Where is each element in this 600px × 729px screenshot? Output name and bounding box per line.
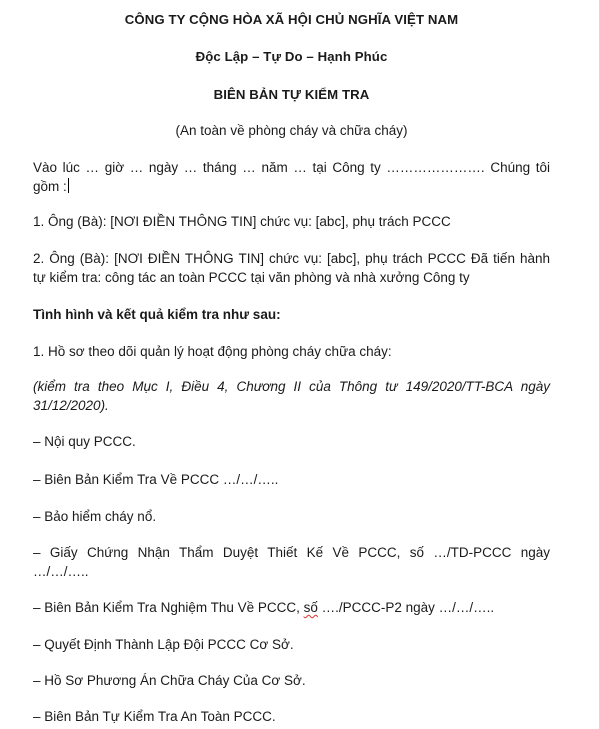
- document-title: BIÊN BẢN TỰ KIỂM TRA: [213, 87, 370, 102]
- intro-line-2-wrap: [33, 177, 550, 196]
- spellcheck-flagged-word[interactable]: số: [303, 600, 318, 615]
- note-paragraph: [33, 377, 550, 415]
- motto-heading: Độc Lập – Tự Do – Hạnh Phúc: [195, 49, 388, 64]
- member-2-line-1: 2. Ông (Bà): [NƠI ĐIỀN THÔNG TIN] chức vụ: [abc], phụ trách PCCC Đã tiến hành: [33, 251, 550, 266]
- country-heading: CÔNG TY CỘNG HÒA XÃ HỘI CHỦ NGHĨA VIỆT NAM: [124, 12, 459, 27]
- bullet-internal-rules: – Nội quy PCCC.: [33, 434, 136, 449]
- section-heading: Tình hình và kết quả kiểm tra như sau:: [33, 307, 281, 322]
- member-2-line-2: tự kiểm tra: công tác an toàn PCCC tại văn phòng và nhà xưởng Công ty: [33, 270, 470, 285]
- intro-line-2: gồm :: [33, 179, 67, 194]
- bullet-fire-insurance: – Bảo hiểm cháy nổ.: [33, 509, 157, 524]
- intro-paragraph[interactable]: [33, 158, 550, 196]
- bullet-acceptance-pre: – Biên Bản Kiểm Tra Nghiệm Thu Về PCCC,: [33, 600, 304, 615]
- text-cursor: [68, 178, 69, 193]
- member-2-paragraph: [33, 249, 550, 287]
- intro-line-1: Vào lúc … giờ … ngày … tháng … năm … tại Công ty …………………. Chúng tôi: [33, 160, 550, 175]
- bullet-acceptance-post: …./PCCC-P2 ngày …/…/…..: [317, 600, 495, 615]
- bullet-team-decision: – Quyết Định Thành Lập Đội PCCC Cơ Sở.: [33, 637, 294, 652]
- bullet-self-inspection: – Biên Bản Tự Kiểm Tra An Toàn PCCC.: [33, 709, 276, 724]
- bullet-firefighting-plan: – Hồ Sơ Phương Án Chữa Cháy Của Cơ Sở.: [33, 673, 306, 688]
- note-line-1: (kiểm tra theo Mục I, Điều 4, Chương II của Thông tư 149/2020/TT-BCA ngày: [33, 379, 550, 394]
- bullet-design-approval: [33, 543, 550, 581]
- bullet-acceptance-record: [33, 598, 550, 617]
- bullet-design-approval-line-1: – Giấy Chứng Nhận Thẩm Duyệt Thiết Kế Về PCCC, số …/TD-PCCC ngày: [33, 545, 550, 560]
- note-line-2: 31/12/2020).: [33, 398, 109, 413]
- bullet-design-approval-line-2: …/…/…..: [33, 564, 89, 579]
- bullet-inspection-record: – Biên Bản Kiểm Tra Về PCCC …/…/…..: [33, 472, 279, 487]
- member-1: 1. Ông (Bà): [NƠI ĐIỀN THÔNG TIN] chức vụ: [abc], phụ trách PCCC: [33, 214, 451, 229]
- item-1: 1. Hồ sơ theo dõi quản lý hoạt động phòng cháy chữa cháy:: [33, 344, 392, 359]
- document-subtitle: (An toàn về phòng cháy và chữa cháy): [175, 123, 408, 138]
